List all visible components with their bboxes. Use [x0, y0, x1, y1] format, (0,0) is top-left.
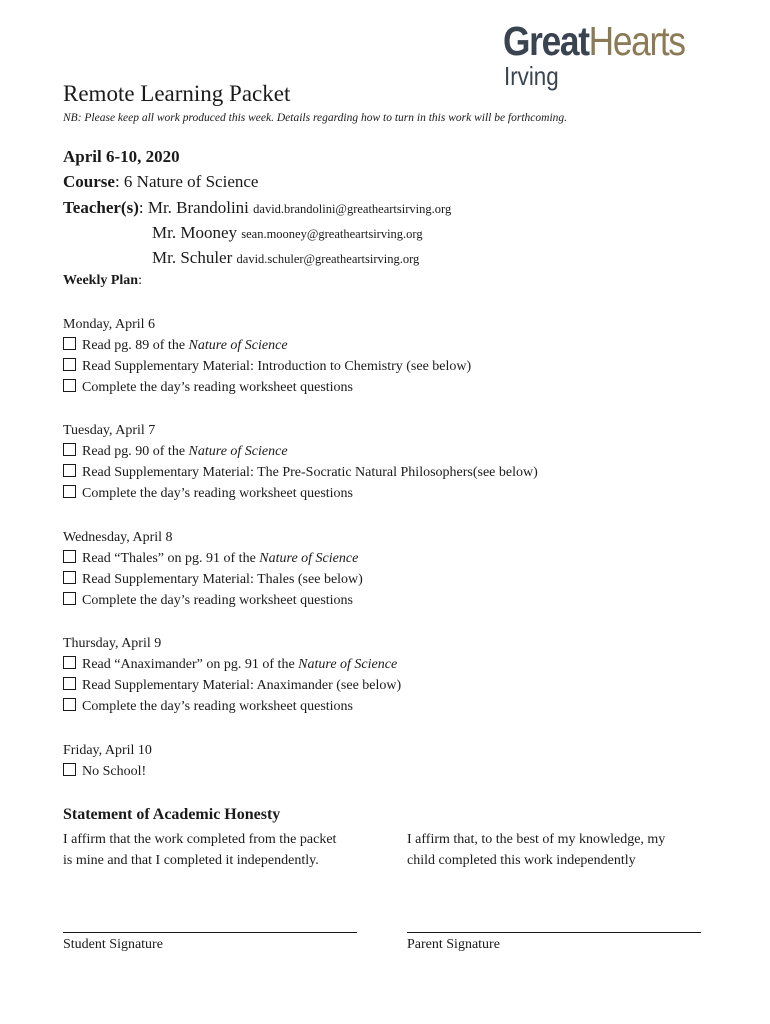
- day-date: Friday, April 10: [63, 743, 152, 758]
- checkbox[interactable]: [63, 677, 76, 690]
- logo-great: Great: [503, 18, 589, 64]
- checkbox[interactable]: [63, 485, 76, 498]
- task-emphasis: Nature of Science: [298, 657, 398, 672]
- task-text: Read pg. 89 of the: [82, 338, 189, 353]
- task-item: [63, 377, 663, 398]
- page-title: Remote Learning Packet: [63, 81, 291, 106]
- teacher-line-2: [152, 223, 423, 243]
- task-text: Complete the day’s reading worksheet questions: [82, 593, 353, 609]
- course-line: [63, 172, 258, 192]
- task-item: [63, 462, 663, 483]
- checkbox[interactable]: [63, 763, 76, 776]
- task-item: [63, 761, 663, 782]
- day-thursday: [63, 633, 663, 718]
- task-emphasis: Nature of Science: [188, 444, 288, 459]
- teacher-email[interactable]: david.schuler@greatheartsirving.org: [236, 252, 420, 266]
- checkbox[interactable]: [63, 592, 76, 605]
- parent-affirmation-line: child completed this work independently: [407, 853, 636, 868]
- week-dates: April 6-10, 2020: [63, 147, 180, 166]
- day-tuesday: [63, 420, 663, 505]
- teacher-email[interactable]: david.brandolini@greatheartsirving.org: [253, 202, 452, 216]
- task-item: [63, 654, 663, 675]
- weekly-plan-colon: :: [138, 273, 142, 288]
- task-text: Read “Thales” on pg. 91 of the: [82, 551, 260, 566]
- task-emphasis: Nature of Science: [259, 551, 359, 566]
- teacher-name: Mr. Brandolini: [147, 198, 249, 217]
- checkbox[interactable]: [63, 358, 76, 371]
- task-item: [63, 356, 663, 377]
- weekly-plan-label: [63, 273, 142, 289]
- task-item: [63, 590, 663, 611]
- logo-irving: Irving: [504, 61, 559, 91]
- checkbox[interactable]: [63, 698, 76, 711]
- parent-signature-label: Parent Signature: [407, 937, 500, 952]
- day-date: Tuesday, April 7: [63, 423, 156, 438]
- day-date: Monday, April 6: [63, 317, 156, 332]
- task-emphasis: Nature of Science: [188, 338, 288, 353]
- student-signature-label: Student Signature: [63, 937, 163, 952]
- task-text: No School!: [82, 764, 147, 779]
- teacher-name: Mr. Mooney: [152, 223, 237, 242]
- task-item: [63, 569, 663, 590]
- parent-affirmation-line: I affirm that, to the best of my knowledge, my: [407, 832, 666, 847]
- student-affirmation-line: is mine and that I completed it independently.: [63, 853, 319, 868]
- day-date: Thursday, April 9: [63, 636, 162, 651]
- greathearts-logo: [503, 18, 713, 90]
- teacher-prefix: :: [138, 198, 148, 217]
- day-friday: [63, 740, 663, 782]
- task-text: Read “Anaximander” on pg. 91 of the: [82, 657, 299, 672]
- checkbox[interactable]: [63, 656, 76, 669]
- task-item: [63, 548, 663, 569]
- task-item: [63, 335, 663, 356]
- task-text: Read Supplementary Material: Thales (see below): [82, 572, 363, 588]
- teacher-label: Teacher(s): [63, 198, 139, 217]
- task-item: [63, 483, 663, 504]
- task-text: Complete the day’s reading worksheet questions: [82, 699, 353, 715]
- checkbox[interactable]: [63, 337, 76, 350]
- task-item: [63, 696, 663, 717]
- logo-hearts: Hearts: [588, 18, 685, 64]
- task-text: Read Supplementary Material: The Pre-Socratic Natural Philosophers(see below): [82, 465, 538, 481]
- day-wednesday: [63, 527, 663, 612]
- task-text: Complete the day’s reading worksheet questions: [82, 486, 353, 502]
- checkbox[interactable]: [63, 464, 76, 477]
- student-signature-line[interactable]: [63, 932, 357, 933]
- teacher-line-3: [152, 248, 419, 268]
- teacher-name: Mr. Schuler: [152, 248, 233, 267]
- checkbox[interactable]: [63, 550, 76, 563]
- student-affirmation: [63, 829, 373, 871]
- task-text: Read Supplementary Material: Introduction to Chemistry (see below): [82, 359, 472, 375]
- task-text: Complete the day’s reading worksheet questions: [82, 380, 353, 396]
- checkbox[interactable]: [63, 571, 76, 584]
- day-date: Wednesday, April 8: [63, 530, 173, 545]
- teacher-email[interactable]: sean.mooney@greatheartsirving.org: [241, 227, 423, 241]
- day-monday: [63, 314, 663, 399]
- checkbox[interactable]: [63, 379, 76, 392]
- course-value: : 6 Nature of Science: [114, 172, 259, 191]
- task-item: [63, 675, 663, 696]
- honesty-heading: Statement of Academic Honesty: [63, 806, 281, 823]
- teacher-line-1: [63, 198, 451, 218]
- checkbox[interactable]: [63, 443, 76, 456]
- nb-note: NB: Please keep all work produced this week. Details regarding how to turn in this work will be forthcoming.: [63, 112, 568, 124]
- task-text: Read Supplementary Material: Anaximander (see below): [82, 678, 402, 694]
- student-affirmation-line: I affirm that the work completed from the packet: [63, 832, 337, 847]
- parent-signature-line[interactable]: [407, 932, 701, 933]
- course-label: Course: [63, 172, 115, 191]
- logo-wordmark: [503, 18, 685, 64]
- parent-affirmation: [407, 829, 717, 871]
- task-item: [63, 441, 663, 462]
- weekly-plan-text: Weekly Plan: [63, 273, 139, 288]
- task-text: Read pg. 90 of the: [82, 444, 189, 459]
